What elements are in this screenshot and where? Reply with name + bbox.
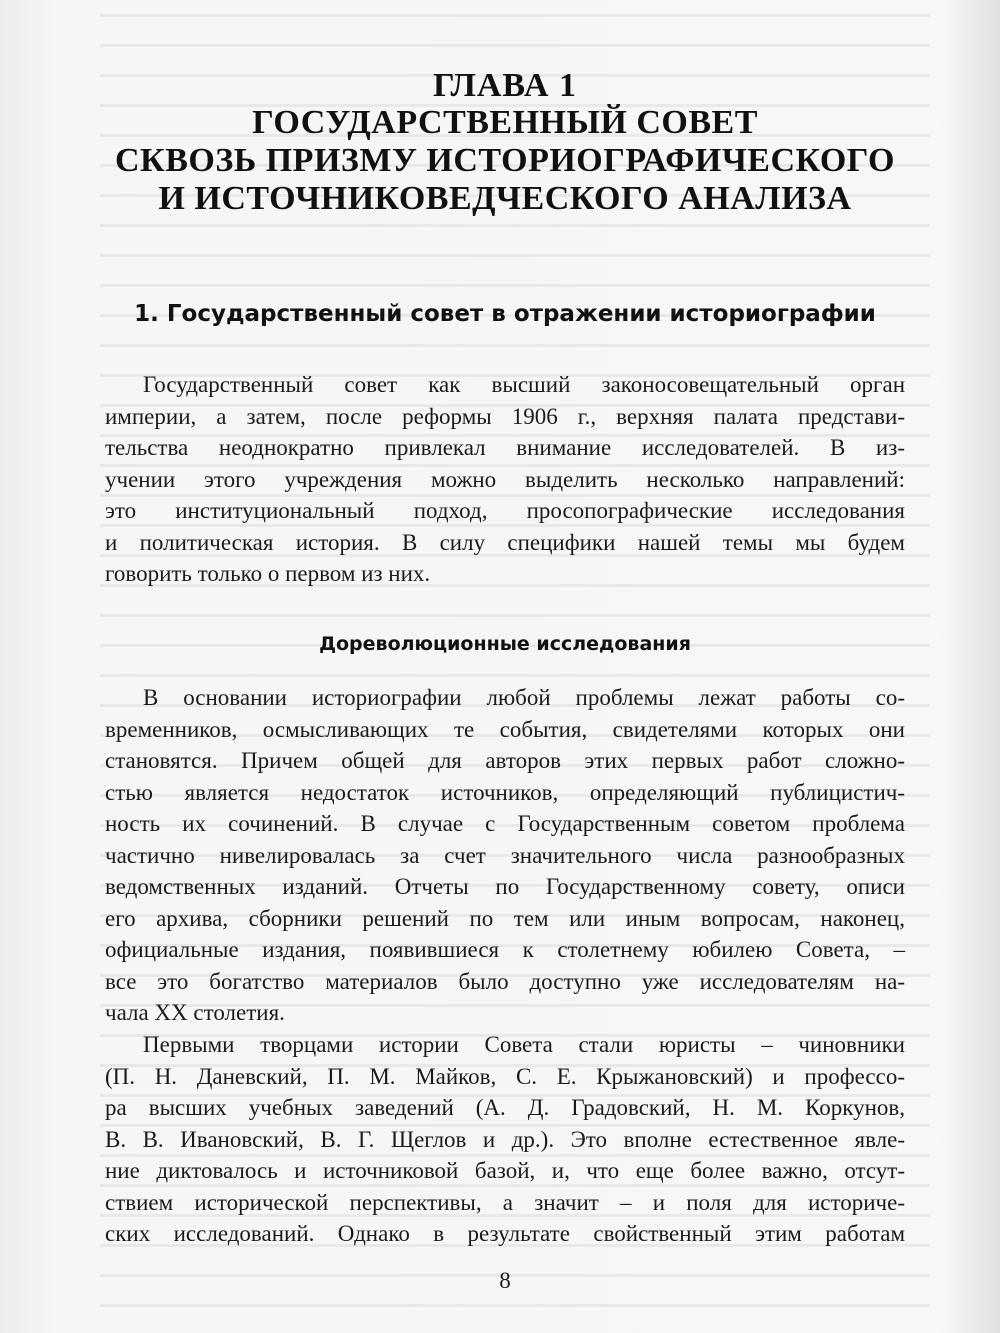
- text-line: Первыми творцами истории Совета стали юристы – чиновники: [143, 1032, 905, 1057]
- text-line: ствием исторической перспективы, а значит – и поля для историче-: [105, 1189, 905, 1215]
- section-title: 1. Государственный совет в отражении историографии: [134, 301, 876, 327]
- text-line: ведомственных изданий. Отчеты по Государственному совету, описи: [105, 874, 905, 899]
- text-line: империи, а затем, после реформы 1906 г., верхняя палата представи-: [105, 403, 905, 429]
- text-line: ских исследований. Однако в результате свойственный этим работам: [105, 1221, 905, 1246]
- chapter-label: ГЛАВА 1: [433, 67, 577, 104]
- text-line: и политическая история. В силу специфики нашей темы мы будем: [105, 529, 905, 555]
- page-number: 8: [499, 1268, 511, 1293]
- text-line: все это богатство материалов было доступно уже исследователям на-: [105, 968, 905, 994]
- text-line: (П. Н. Даневский, П. М. Майков, С. Е. Крыжановский) и профессо-: [105, 1063, 905, 1089]
- text-line: стью является недостаток источников, определяющий публицистич-: [105, 779, 905, 805]
- paragraph-historiography-basis: [105, 682, 905, 1029]
- chapter-title-line: ГОСУДАРСТВЕННЫЙ СОВЕТ: [252, 104, 758, 141]
- text-line: временников, осмысливающих те события, свидетелями которых они: [105, 716, 905, 742]
- text-line: Государственный совет как высший законосовещательный орган: [143, 372, 905, 397]
- paragraph-first-authors: [105, 1029, 905, 1250]
- text-line: чала XX столетия.: [105, 1000, 285, 1025]
- text-line: ра высших учебных заведений (А. Д. Градовский, Н. М. Коркунов,: [105, 1095, 905, 1120]
- text-line: учении этого учреждения можно выделить несколько направлений:: [105, 466, 905, 492]
- chapter-title: [100, 104, 910, 218]
- text-line: его архива, сборники решений по тем или иным вопросам, наконец,: [105, 905, 905, 931]
- chapter-title-line: И ИСТОЧНИКОВЕДЧЕСКОГО АНАЛИЗА: [158, 180, 852, 217]
- text-line: официальные издания, появившиеся к столетнему юбилею Совета, –: [105, 937, 905, 962]
- text-line: это институциональный подход, просопографические исследования: [105, 498, 905, 523]
- chapter-title-line: СКВОЗЬ ПРИЗМУ ИСТОРИОГРАФИЧЕСКОГО: [114, 142, 896, 179]
- text-line: говорить только о первом из них.: [105, 561, 431, 586]
- text-line: В основании историографии любой проблемы лежат работы со-: [143, 685, 905, 710]
- subsection-title: Дореволюционные исследования: [319, 633, 691, 655]
- text-line: тельства неоднократно привлекал внимание исследователей. В из-: [105, 435, 905, 460]
- paragraph-intro: [105, 369, 905, 590]
- text-line: становятся. Причем общей для авторов этих первых работ сложно-: [105, 748, 905, 773]
- text-line: ние диктовалось и источниковой базой, и, что еще более важно, отсут-: [105, 1158, 905, 1183]
- text-line: ность их сочинений. В случае с Государственным советом проблема: [105, 811, 905, 836]
- text-line: частично нивелировалась за счет значительного числа разнообразных: [105, 842, 905, 868]
- text-line: В. В. Ивановский, В. Г. Щеглов и др.). Это вполне естественное явле-: [105, 1126, 905, 1152]
- page-edge-shadow: [945, 0, 1000, 1333]
